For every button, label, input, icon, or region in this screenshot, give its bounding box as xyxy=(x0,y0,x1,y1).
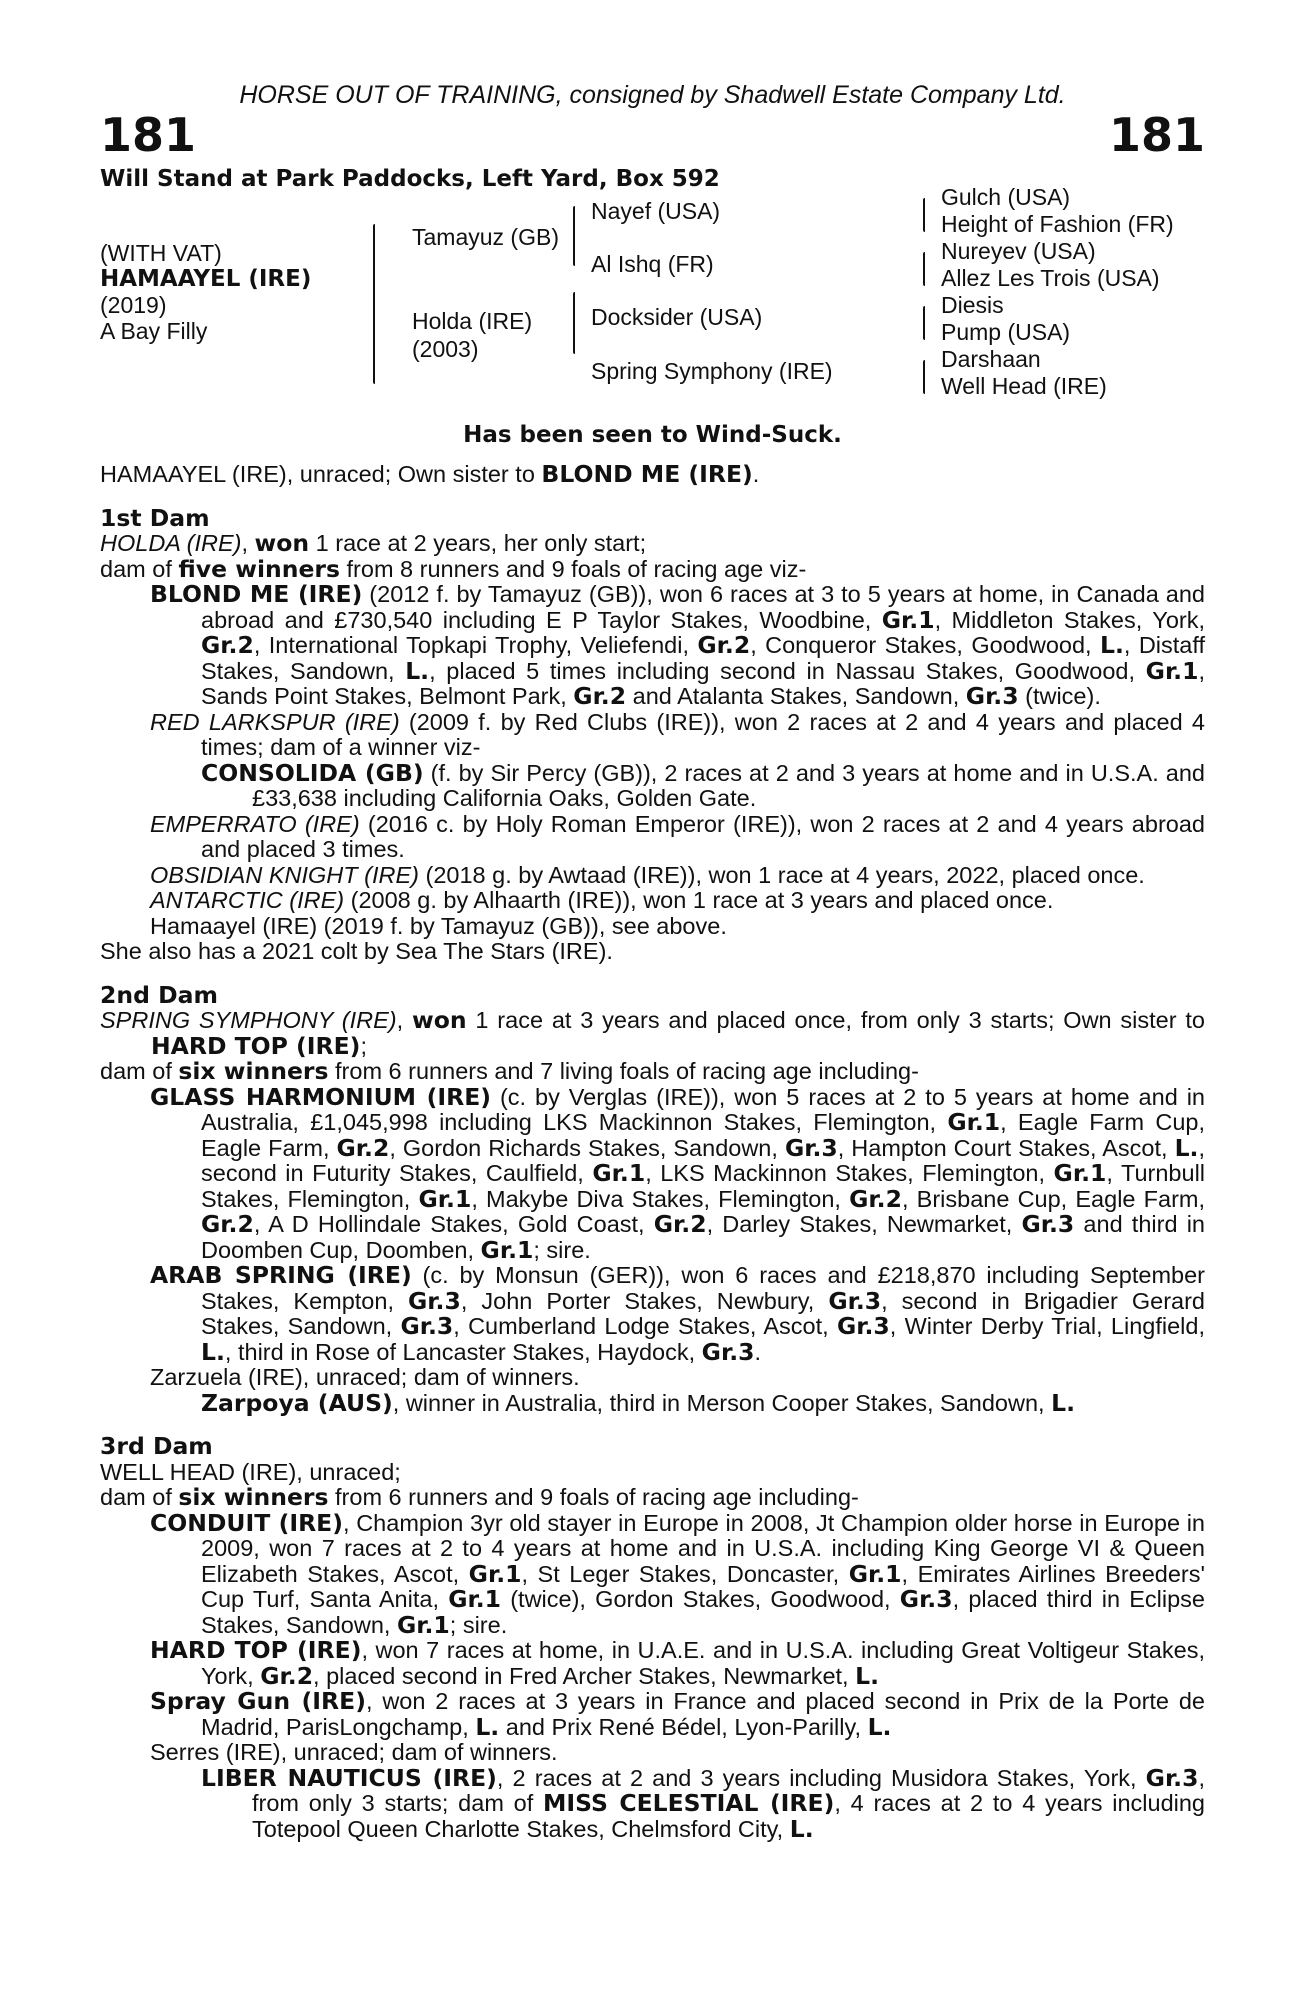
lot-number-right: 181 xyxy=(1108,108,1205,162)
lot-number-left: 181 xyxy=(100,108,197,162)
entry-spray-gun: Spray Gun (IRE), won 2 races at 3 years in France and placed second in Prix de la Porte de Madrid, ParisLongchamp, L. and Prix René Bédel, Lyon-Parilly, L. xyxy=(150,1687,1205,1741)
third-dam-produce-summary: dam of six winners from 6 runners and 9 foals of racing age including- xyxy=(100,1483,859,1511)
intro-line: HAMAAYEL (IRE), unraced; Own sister to BLOND ME (IRE). xyxy=(100,460,760,488)
pedigree-table xyxy=(100,184,1205,416)
sire: Tamayuz (GB) xyxy=(412,224,559,250)
gen2-bracket-dam xyxy=(573,292,575,354)
entry-hamaayel: Hamaayel (IRE) (2019 f. by Tamayuz (GB)), see above. xyxy=(150,912,727,939)
gen3-names xyxy=(941,184,1174,400)
first-dam-line: HOLDA (IRE), won 1 race at 2 years, her only start; xyxy=(100,529,647,557)
entry-hard-top: HARD TOP (IRE), won 7 races at home, in U.A.E. and in U.S.A. including Great Voltigeur Stakes, York, Gr.2, placed second in Fred Archer Stakes, Newmarket, L. xyxy=(150,1636,1205,1690)
entry-serres: Serres (IRE), unraced; dam of winners. xyxy=(150,1739,558,1765)
third-dam-line: WELL HEAD (IRE), unraced; xyxy=(100,1458,401,1485)
entry-arab-spring: ARAB SPRING (IRE) (c. by Monsun (GER)), won 6 races and £218,870 including September Stakes, Kempton, Gr.3, John Porter Stakes, Newbury, Gr.3, second in Brigadier Gerard Stakes, Sandown, Gr.3, Cumberland Lodge Stakes, Ascot, Gr.3, Winter Derby Trial, Lingfield, L., third in Rose of Lancaster Stakes, Haydock, Gr.3. xyxy=(150,1261,1205,1366)
second-dam-line: SPRING SYMPHONY (IRE), won 1 race at 3 years and placed once, from only 3 starts; Own sister to HARD TOP (IRE); xyxy=(100,1006,1205,1060)
entry-red-larkspur: RED LARKSPUR (IRE) (2009 f. by Red Clubs (IRE)), won 2 races at 2 and 4 years and placed 4 times; dam of a winner viz- xyxy=(150,708,1205,760)
dam: Holda (IRE) xyxy=(412,308,533,334)
horse-description: A Bay Filly xyxy=(100,318,208,344)
dam-dam: Spring Symphony (IRE) xyxy=(591,358,833,384)
entry-zarpoya: Zarpoya (AUS), winner in Australia, third in Merson Cooper Stakes, Sandown, L. xyxy=(201,1388,1076,1417)
entry-glass-harmonium: GLASS HARMONIUM (IRE) (c. by Verglas (IRE)), won 5 races at 2 to 5 years at home and in Australia, £1,045,998 including LKS Mackinnon Stakes, Flemington, Gr.1, Eagle Farm Cup, Eagle Farm, Gr.2, Gordon Richards Stakes, Sandown, Gr.3, Hampton Court Stakes, Ascot, L., second in Futurity Stakes, Caulfield, Gr.1, LKS Mackinnon Stakes, Flemington, Gr.1, Turnbull Stakes, Flemington, Gr.1, Makybe Diva Stakes, Flemington, Gr.2, Brisbane Cup, Eagle Farm, Gr.2, A D Hollindale Stakes, Gold Coast, Gr.2, Darley Stakes, Newmarket, Gr.3 and third in Doomben Cup, Doomben, Gr.1; sire. xyxy=(150,1082,1206,1264)
third-dam-heading: 3rd Dam xyxy=(100,1432,213,1460)
gen3-bracket-3 xyxy=(923,306,925,340)
dam-dam-dam: Well Head (IRE) xyxy=(941,373,1107,399)
entry-obsidian-knight: OBSIDIAN KNIGHT (IRE) (2018 g. by Awtaad (IRE)), won 1 race at 4 years, 2022, placed once. xyxy=(150,861,1145,888)
dam-sire-sire: Diesis xyxy=(941,292,1004,318)
sire-sire-sire: Gulch (USA) xyxy=(941,184,1071,210)
sire-sire: Nayef (USA) xyxy=(591,198,721,224)
horse-name: HAMAAYEL (IRE) xyxy=(100,266,312,292)
first-dam-heading: 1st Dam xyxy=(100,503,210,532)
lot-number-row xyxy=(100,110,1205,160)
horse-year: (2019) xyxy=(100,292,167,318)
entry-conduit: CONDUIT (IRE), Champion 3yr old stayer in Europe in 2008, Jt Champion older horse in Europe in 2009, won 7 races at 2 to 4 years at home and in U.S.A. including King George VI & Queen Elizabeth Stakes, Ascot, Gr.1, St Leger Stakes, Doncaster, Gr.1, Emirates Airlines Breeders' Cup Turf, Santa Anita, Gr.1 (twice), Gordon Stakes, Goodwood, Gr.3, placed third in Eclipse Stakes, Sandown, Gr.1; sire. xyxy=(150,1508,1205,1639)
entry-liber-nauticus: LIBER NAUTICUS (IRE), 2 races at 2 and 3 years including Musidora Stakes, York, Gr.3, from only 3 starts; dam of MISS CELESTIAL (IRE), 4 races at 2 to 4 years including Totepool Queen Charlotte Stakes, Chelmsford City, L. xyxy=(201,1763,1205,1843)
entry-emperrato: EMPERRATO (IRE) (2016 c. by Holy Roman Emperor (IRE)), won 2 races at 2 and 4 years abroad and placed 3 times. xyxy=(150,810,1205,862)
entry-blond-me: BLOND ME (IRE) (2012 f. by Tamayuz (GB)), won 6 races at 3 to 5 years at home, in Canada and abroad and £730,540 including E P Taylor Stakes, Woodbine, Gr.1, Middleton Stakes, York, Gr.2, International Topkapi Trophy, Veliefendi, Gr.2, Conqueror Stakes, Goodwood, L., Distaff Stakes, Sandown, L., placed 5 times including second in Nassau Stakes, Goodwood, Gr.1, Sands Point Stakes, Belmont Park, Gr.2 and Atalanta Stakes, Sandown, Gr.3 (twice). xyxy=(150,580,1206,710)
vat-note: (WITH VAT) xyxy=(100,240,222,266)
dam-sire-dam: Pump (USA) xyxy=(941,319,1071,345)
sire-sire-dam: Height of Fashion (FR) xyxy=(941,211,1174,237)
sire-dam-sire: Nureyev (USA) xyxy=(941,238,1096,264)
second-dam-heading: 2nd Dam xyxy=(100,980,218,1009)
gen2-bracket-sire xyxy=(573,206,575,266)
gen3-bracket-2 xyxy=(923,252,925,286)
entry-antarctic: ANTARCTIC (IRE) (2008 g. by Alhaarth (IRE)), won 1 race at 3 years and placed once. xyxy=(150,887,1054,913)
catalogue-page xyxy=(100,80,1205,1842)
first-dam-produce-summary: dam of five winners from 8 runners and 9 foals of racing age viz- xyxy=(100,554,807,583)
dam-year: (2003) xyxy=(412,336,479,362)
sire-dam-dam: Allez Les Trois (USA) xyxy=(941,265,1160,291)
wind-suck-note: Has been seen to Wind-Suck. xyxy=(463,422,842,448)
consignor-header: HORSE OUT OF TRAINING, consigned by Shadwell Estate Company Ltd. xyxy=(239,81,1066,109)
catalogue-body xyxy=(100,462,1205,1842)
entry-zarzuela: Zarzuela (IRE), unraced; dam of winners. xyxy=(150,1364,580,1390)
colt-note: She also has a 2021 colt by Sea The Stars (IRE). xyxy=(100,938,613,964)
sire-dam: Al Ishq (FR) xyxy=(591,251,714,277)
gen3-bracket-1 xyxy=(923,198,925,232)
gen3-bracket-4 xyxy=(923,360,925,394)
horse-info xyxy=(100,240,311,344)
stand-location: Will Stand at Park Paddocks, Left Yard, Box 592 xyxy=(100,166,720,192)
entry-consolida: CONSOLIDA (GB) (f. by Sir Percy (GB)), 2 races at 2 and 3 years at home and in U.S.A. and £33,638 including California Oaks, Golden Gate. xyxy=(201,758,1206,811)
dam-sire: Docksider (USA) xyxy=(591,304,763,330)
gen1-bracket xyxy=(373,224,375,384)
dam-dam-sire: Darshaan xyxy=(941,346,1041,372)
second-dam-produce-summary: dam of six winners from 6 runners and 7 living foals of racing age including- xyxy=(100,1057,919,1085)
